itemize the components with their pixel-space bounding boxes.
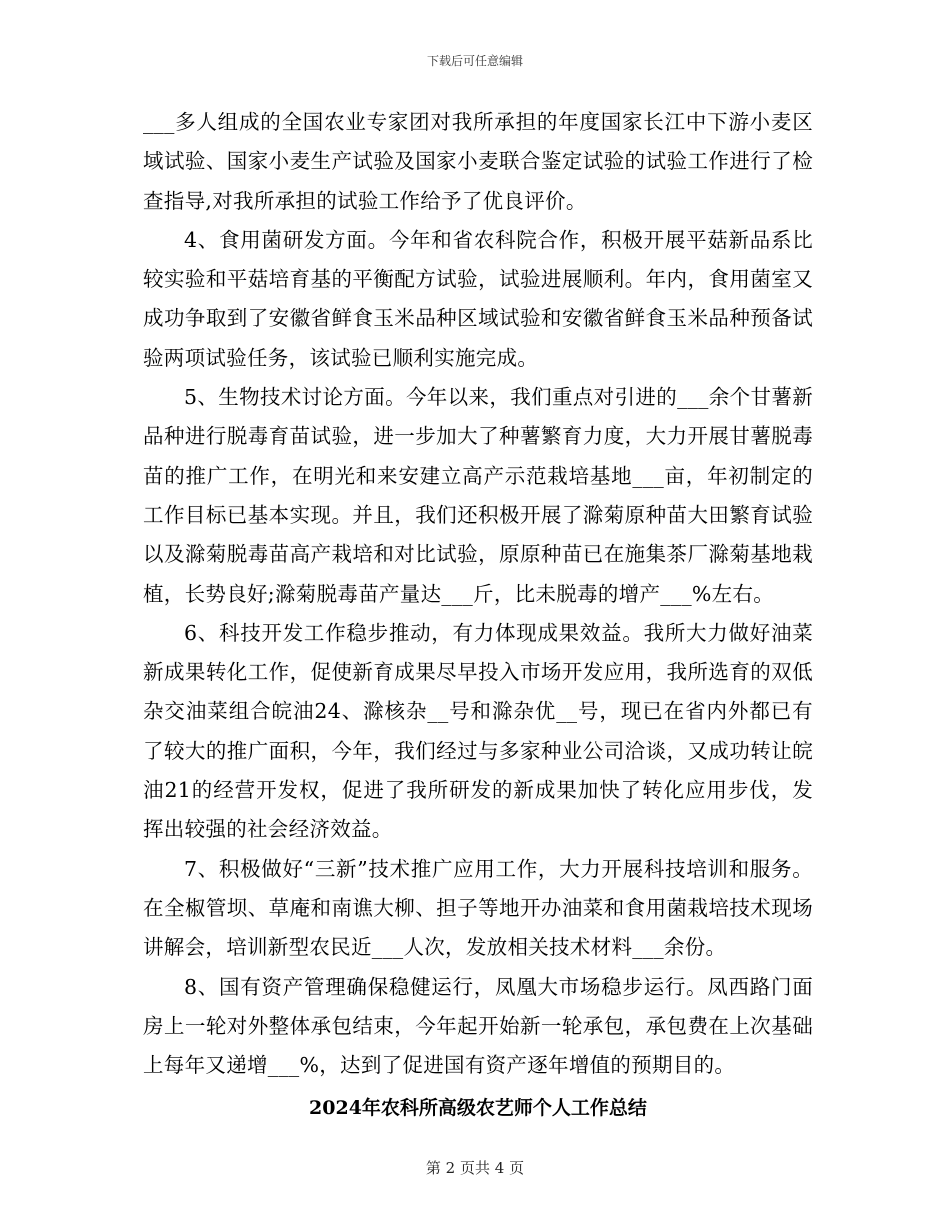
paragraph-item-7-promotion: 7、积极做好“三新”技术推广应用工作，大力开展科技培训和服务。在全椒管坝、草庵和南谯大柳、担子等地开办油菜和食用菌栽培技术现场讲解会，培训新型农民近___人次，发放相关技术材料___余份。	[143, 856, 813, 960]
document-body	[143, 103, 813, 1123]
section-heading: 2024年农科所高级农艺师个人工作总结	[309, 1097, 647, 1120]
page-number-footer: 第 2 页共 4 页	[425, 1159, 525, 1177]
paragraph-item-8-assets: 8、国有资产管理确保稳健运行，凤凰大市场稳步运行。凤西路门面房上一轮对外整体承包结束，今年起开始新一轮承包，承包费在上次基础上每年又递增___%，达到了促进国有资产逐年增值的预期目的。	[143, 974, 813, 1078]
header-note: 下载后可任意编辑	[426, 54, 523, 68]
paragraph-intro-continuation: ___多人组成的全国农业专家团对我所承担的年度国家长江中下游小麦区域试验、国家小麦生产试验及国家小麦联合鉴定试验的试验工作进行了检查指导,对我所承担的试验工作给予了优良评价。	[143, 110, 813, 213]
paragraph-item-6-development: 6、科技开发工作稳步推动，有力体现成果效益。我所大力做好油菜新成果转化工作，促使新育成果尽早投入市场开发应用，我所选育的双低杂交油菜组合皖油24、滁核杂__号和滁杂优__号，现已在省内外都已有了较大的推广面积，今年，我们经过与多家种业公司洽谈，又成功转让皖油21的经营开发权，促进了我所研发的新成果加快了转化应用步伐，发挥出较强的社会经济效益。	[143, 620, 813, 842]
paragraph-item-4-edible-fungi: 4、食用菌研发方面。今年和省农科院合作，积极开展平菇新品系比较实验和平菇培育基的平衡配方试验，试验进展顺利。年内，食用菌室又成功争取到了安徽省鲜食玉米品种区域试验和安徽省鲜食玉米品种预备试验两项试验任务，该试验已顺利实施完成。	[143, 227, 813, 370]
paragraph-item-5-biotech: 5、生物技术讨论方面。今年以来，我们重点对引进的___余个甘薯新品种进行脱毒育苗试验，进一步加大了种薯繁育力度，大力开展甘薯脱毒苗的推广工作，在明光和来安建立高产示范栽培基地___亩，年初制定的工作目标已基本实现。并且，我们还积极开展了滁菊原种苗大田繁育试验以及滁菊脱毒苗高产栽培和对比试验，原原种苗已在施集茶厂滁菊基地栽植，长势良好;滁菊脱毒苗产量达___斤，比未脱毒的增产___%左右。	[143, 385, 813, 606]
